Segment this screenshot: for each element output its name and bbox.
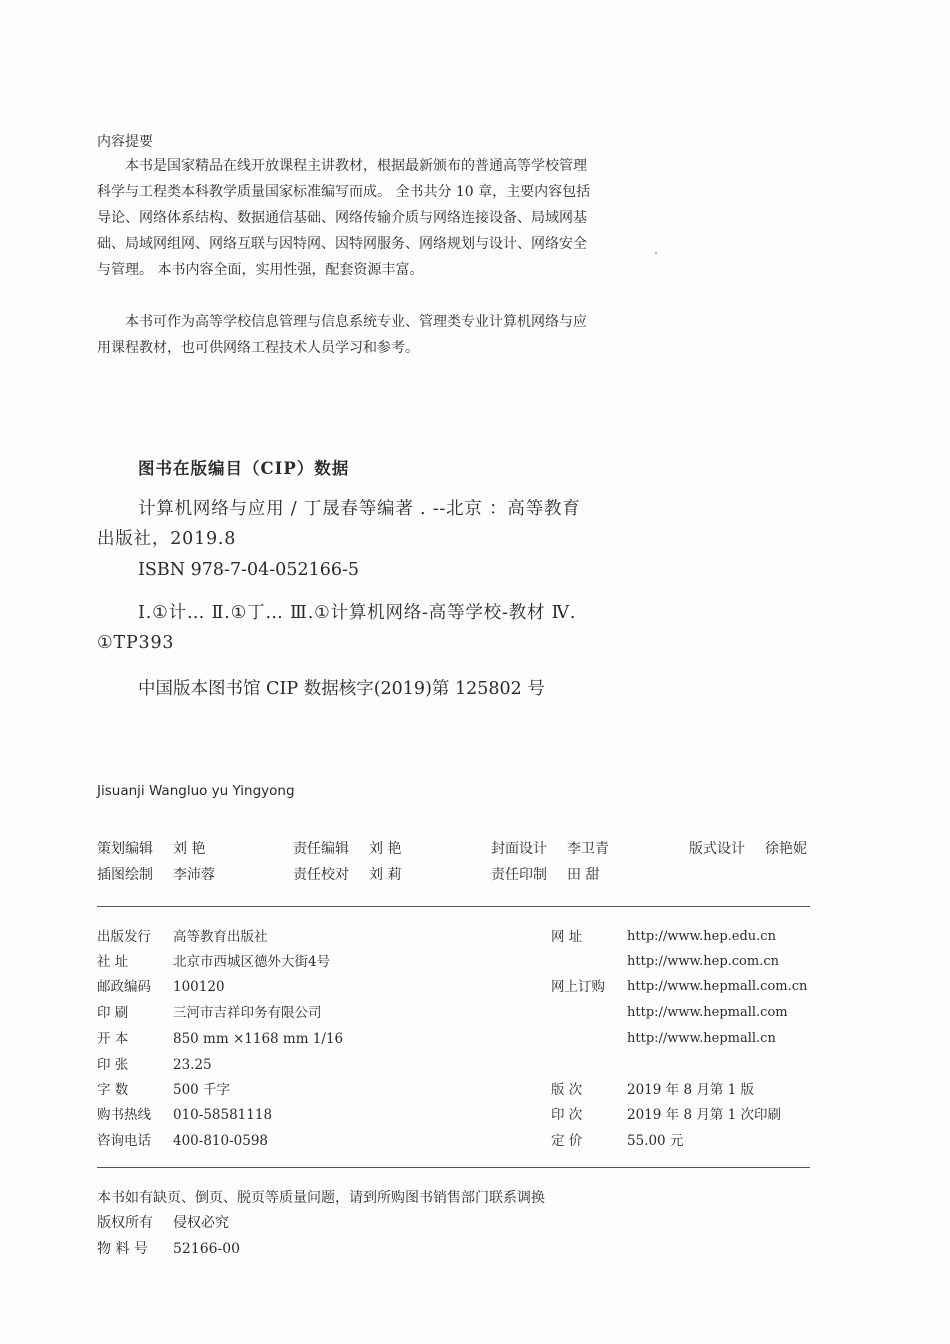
credit-value: 李沛蓉 [173,867,215,883]
credit-value: 刘 艳 [369,841,402,857]
pub-url-link[interactable]: http://www.hep.edu.cn [627,929,776,944]
credit-value: 刘 莉 [369,867,402,883]
credit-planning-editor [97,839,205,859]
cip-citation: 计算机网络与应用 / 丁晟春等编著 . --北京 ：高等教育出版社，2019.8 [97,499,581,549]
credit-value: 李卫青 [567,841,609,857]
credit-cover-design [491,839,609,859]
pub-publisher: 出版发行 高等教育出版社 [97,929,268,945]
pub-price: 定 价 55.00 元 [551,1133,684,1149]
material-number: 物 料 号 52166-00 [97,1241,241,1257]
credit-value: 刘 艳 [173,841,206,857]
pub-order-hotline: 购书热线 010-58581118 [97,1107,273,1123]
divider-bottom [97,1167,810,1168]
credit-value: 田 甜 [567,867,600,883]
credit-label: 责任校对 [293,867,349,883]
divider-top [97,906,810,907]
credit-layout-design [689,839,807,859]
quality-notice: 本书如有缺页、倒页、脱页等质量问题，请到所购图书销售部门联系调换 [97,1190,545,1206]
scan-speck [655,252,657,254]
credit-label: 责任编辑 [293,841,349,857]
credit-label: 责任印制 [491,867,547,883]
pub-word-count: 字 数 500 千字 [97,1082,231,1098]
pub-consult-phone: 咨询电话 400-810-0598 [97,1133,269,1149]
pub-edition: 版 次 2019 年 8 月第 1 版 [551,1082,754,1098]
credit-label: 策划编辑 [97,841,153,857]
pub-sheets: 印 张 23.25 [97,1057,212,1073]
pub-printer: 印 刷 三河市吉祥印务有限公司 [97,1005,322,1021]
pub-address: 社 址 北京市西城区德外大街4号 [97,954,331,970]
pub-format: 开 本 850 mm ×1168 mm 1/16 [97,1031,344,1047]
pub-postcode: 邮政编码 100120 [97,979,225,995]
credit-illustrator [97,865,215,885]
credit-printing [491,865,599,885]
credit-value: 徐艳妮 [765,841,807,857]
credit-label: 插图绘制 [97,867,153,883]
pub-url-link[interactable]: http://www.hep.com.cn [627,954,779,969]
pub-online-order-label: 网上订购 [551,979,605,995]
summary-paragraph-1: 本书是国家精品在线开放课程主讲教材，根据最新颁布的普通高等学校管理科学与工程类本科教学质量国家标准编写而成。 全书共分 10 章，主要内容包括导论、网络体系结构、数据通信基础、网络传输介质与网络连接设备、局域网基础、局域网组网、网络互联与因特网、因特网服务、网络规划与设计、网络安全与管理。 本书内容全面，实用性强，配套资源丰富。 [97,158,591,278]
credit-responsible-editor [293,839,401,859]
cip-isbn: ISBN 978-7-04-052166-5 [138,560,360,580]
pub-impression: 印 次 2019 年 8 月第 1 次印刷 [551,1107,781,1123]
credit-label: 版式设计 [689,841,745,857]
credit-proofreader [293,865,401,885]
cip-classification: Ⅰ.①计… Ⅱ.①丁… Ⅲ.①计算机网络-高等学校-教材 Ⅳ. ①TP393 [97,603,577,653]
pub-url-link[interactable]: http://www.hepmall.cn [627,1031,776,1046]
pub-url-link[interactable]: http://www.hepmall.com [627,1005,788,1020]
pinyin-title: Jisuanji Wangluo yu Yingyong [97,783,295,799]
copyright-line: 版权所有 侵权必究 [97,1215,229,1231]
credit-label: 封面设计 [491,841,547,857]
cip-verification: 中国版本图书馆 CIP 数据核字(2019)第 125802 号 [138,679,545,699]
summary-paragraph-2: 本书可作为高等学校信息管理与信息系统专业、管理类专业计算机网络与应用课程教材，也可供网络工程技术人员学习和参考。 [97,314,587,356]
pub-url-link[interactable]: http://www.hepmall.com.cn [627,979,808,994]
pub-website-label: 网 址 [551,929,583,945]
cip-heading: 图书在版编目（CIP）数据 [138,459,350,478]
summary-title: 内容提要 [97,134,153,150]
